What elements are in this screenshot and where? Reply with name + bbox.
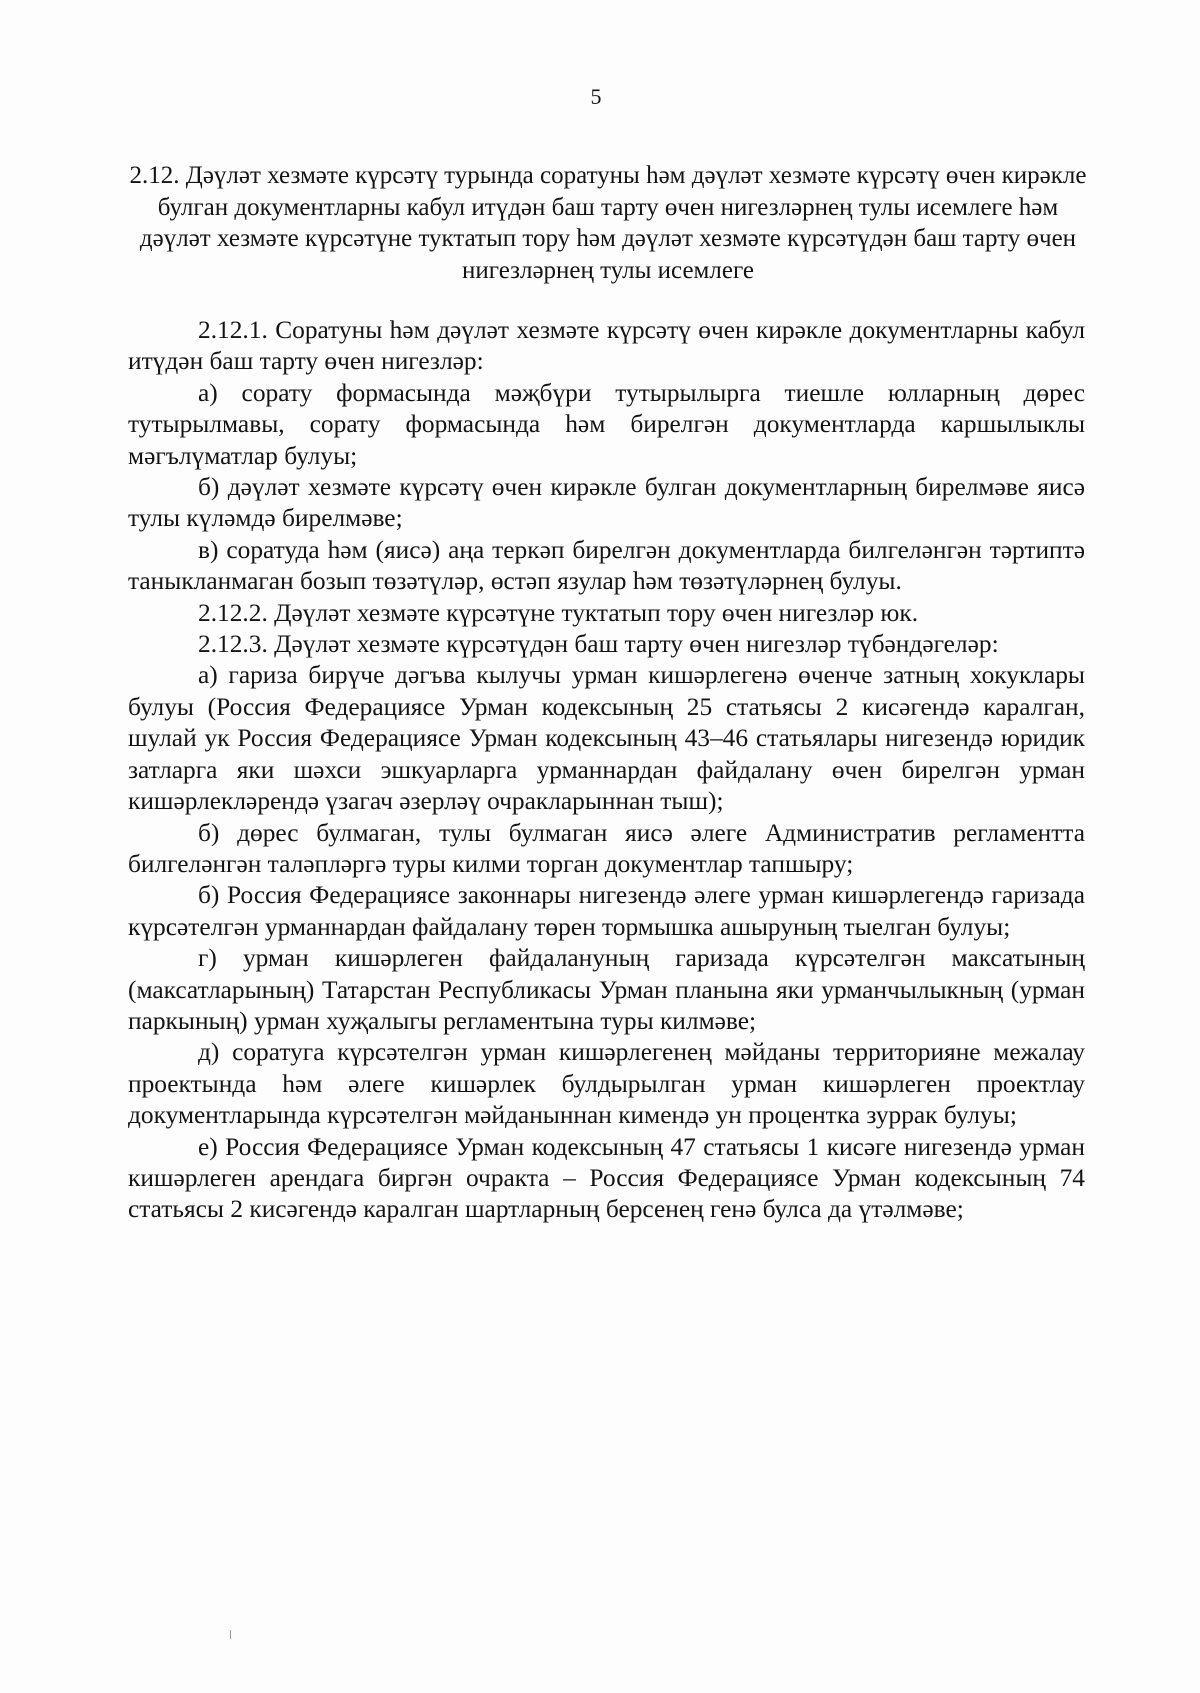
paragraph: 2.12.2. Дәүләт хезмәте күрсәтүне туктатып тору өчен нигезләр юк.	[198, 598, 919, 627]
paragraph: е) Россия Федерациясе Урман кодексының 47 статьясы 1 кисәге нигезендә урман кишәрлеген арендага биргән очракта – Россия Федерациясе Урман кодексының 74 статьясы 2 кисәгендә каралган шартларның берсенең генә булса да үтәлмәве;	[128, 1132, 1085, 1224]
paragraph: 2.12.1. Соратуны һәм дәүләт хезмәте күрсәтү өчен кирәкле документларны кабул итүдән баш тарту өчен нигезләр:	[128, 316, 1085, 376]
paragraph: б) дәүләт хезмәте күрсәтү өчен кирәкле булган документларның бирелмәве яисә тулы күләмдә бирелмәве;	[128, 473, 1085, 533]
paragraph: а) сорату формасында мәҗбүри тутырылырга тиешле юлларның дөрес тутырылмавы, сорату формасында һәм бирелгән документларда каршылыклы мәгълүматлар булуы;	[128, 378, 1085, 470]
section-heading: 2.12. Дәүләт хезмәте күрсәтү турында соратуны һәм дәүләт хезмәте күрсәтү өчен кирәкле булган документларны кабул итүдән баш тарту өчен нигезләрнең тулы исемлеге һәм дәүләт хезмәте күрсәтүне туктатып тору һәм дәүләт хезмәте күрсәтүдән баш тарту өчен нигезләрнең тулы исемлеге	[129, 162, 1087, 284]
paragraph: г) урман кишәрлеген файдалануның гаризада күрсәтелгән максатының (максатларының) Татарстан Республикасы Урман планына яки урманчылыкның (урман паркының) урман хуҗалыгы регламентына туры килмәве;	[128, 944, 1085, 1035]
paragraph: б) дөрес булмаган, тулы булмаган яисә әлеге Административ регламентта билгеләнгән таләпләргә туры килми торган документлар тапшыру;	[128, 818, 1085, 878]
paragraph: в) соратуда һәм (яисә) аңа теркәп бирелгән документларда билгеләнгән тәртиптә таныкланмаган бозып төзәтүләр, өстәп язулар һәм төзәтүләрнең булуы.	[128, 535, 1085, 596]
paragraph: а) гариза бирүче дәгъва кылучы урман кишәрлегенә өченче затның хокуклары булуы (Россия Федерациясе Урман кодексының 25 статьясы 2 кисәгендә каралган, шулай ук Россия Федерациясе Урман кодексының 43–46 статьялары нигезендә юридик затларга яки шәхси эшкуарларга урманнардан файдалану өчен бирелгән урман кишәрлекләрендә үзагач әзерләү очракларыннан тыш);	[128, 661, 1085, 816]
paragraph: б) Россия Федерациясе законнары нигезендә әлеге урман кишәрлегендә гаризада күрсәтелгән урманнардан файдалану төрен тормышка ашыруның тыелган булуы;	[128, 881, 1085, 941]
paragraph: 2.12.3. Дәүләт хезмәте күрсәтүдән баш тарту өчен нигезләр түбәндәгеләр:	[198, 630, 999, 659]
scan-artifact	[230, 1630, 231, 1639]
paragraph: д) соратуга күрсәтелгән урман кишәрлегенең мәйданы территорияне межалау проектында һәм әлеге кишәрлек булдырылган урман кишәрлеген проектлау документларында күрсәтелгән мәйданыннан кимендә ун процентка зуррак булуы;	[128, 1038, 1085, 1130]
page-number: 5	[590, 84, 602, 109]
document-body	[128, 315, 1085, 1226]
